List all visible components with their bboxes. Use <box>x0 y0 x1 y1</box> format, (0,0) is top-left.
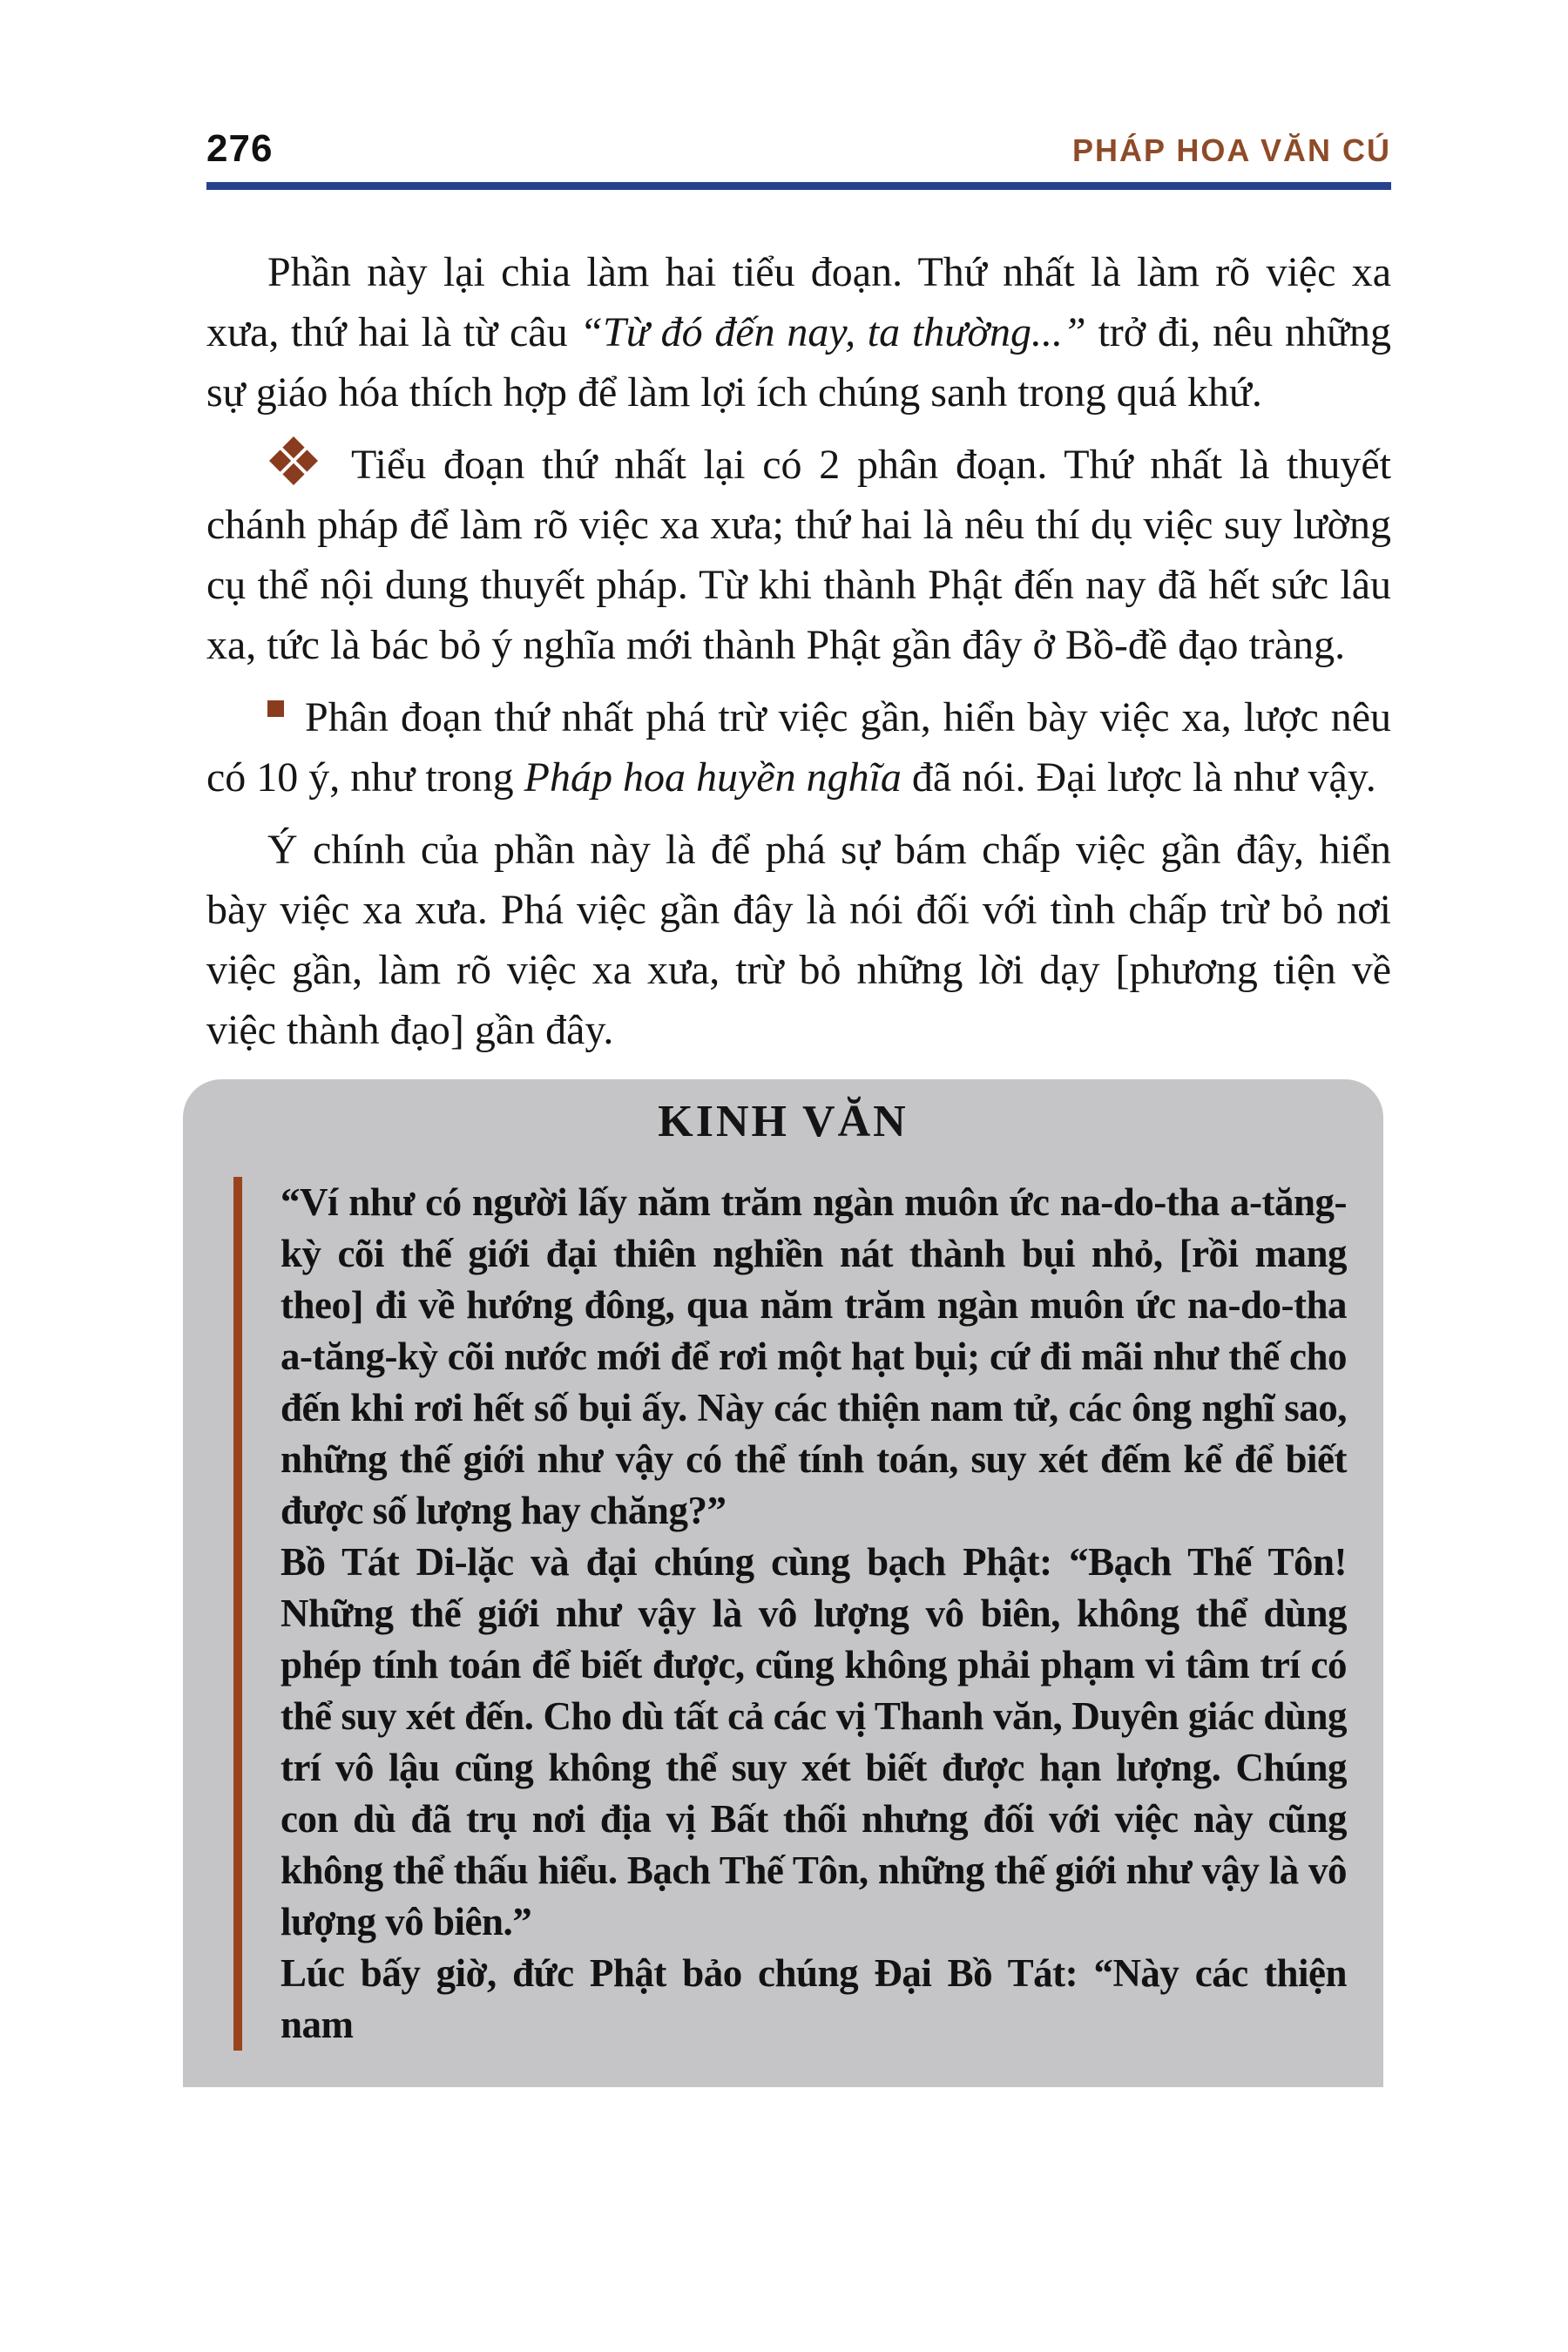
page-content <box>206 0 1391 2087</box>
paragraph-1-post: trở đi, nêu những sự giáo hóa thích hợp để làm lợi ích chúng sanh trong quá khứ. <box>206 309 1391 416</box>
kinh-van-title: KINH VĂN <box>658 1097 909 1146</box>
page-number: 276 <box>206 127 274 170</box>
paragraph-3 <box>206 687 1391 808</box>
quote-text <box>242 1177 1347 2051</box>
running-title: PHÁP HOA VĂN CÚ <box>1071 132 1391 168</box>
kinh-van-quote <box>233 1177 1347 2051</box>
quote-paragraph-3: Lúc bấy giờ, đức Phật bảo chúng Đại Bồ Tát: “Này các thiện nam <box>280 1951 1347 2046</box>
paragraph-3-pre: Phân đoạn thứ nhất phá trừ việc gần, hiển bày việc xa, lược nêu có 10 ý, như trong <box>206 694 1391 801</box>
paragraph-2 <box>206 435 1391 675</box>
kinh-van-box <box>183 1079 1383 2087</box>
square-bullet-icon <box>267 700 284 717</box>
paragraph-1-quote: “Từ đó đến nay, ta thường...” <box>579 309 1086 355</box>
header-rule <box>206 182 1391 190</box>
paragraph-3-title-ref: Pháp hoa huyền nghĩa <box>524 754 902 801</box>
paragraph-4: Ý chính của phần này là để phá sự bám chấp việc gần đây, hiển bày việc xa xưa. Phá việc gần đây là nói đối với tình chấp trừ bỏ nơi việc gần, làm rõ việc xa xưa, trừ bỏ những lời dạy [phương tiện về việc thành đạo] gần đây. <box>206 827 1391 1053</box>
running-header <box>206 0 1391 171</box>
quote-accent-bar <box>233 1177 242 2051</box>
paragraph-1-pre: Phần này lại chia làm hai tiểu đoạn. Thứ nhất là làm rõ việc xa xưa, thứ hai là từ câu <box>206 249 1391 355</box>
quote-paragraph-2: Bồ Tát Di-lặc và đại chúng cùng bạch Phật: “Bạch Thế Tôn! Những thế giới như vậy là vô lượng vô biên, không thể dùng phép tính toán để biết được, cũng không phải phạm vi tâm trí có thể suy xét đến. Cho dù tất cả các vị Thanh văn, Duyên giác dùng trí vô lậu cũng không thể suy xét biết được hạn lượng. Chúng con dù đã trụ nơi địa vị Bất thối nhưng đối với việc này cũng không thể thấu hiểu. Bạch Thế Tôn, những thế giới như vậy là vô lượng vô biên.” <box>280 1540 1347 1943</box>
paragraph-3-post: đã nói. Đại lược là như vậy. <box>901 754 1376 801</box>
quote-paragraph-1: “Ví như có người lấy năm trăm ngàn muôn ức na-do-tha a-tăng-kỳ cõi thế giới đại thiên nghiền nát thành bụi nhỏ, [rồi mang theo] đi về hướng đông, qua năm trăm ngàn muôn ức na-do-tha a-tăng-kỳ cõi nước mới để rơi một hạt bụi; cứ đi mãi như thế cho đến khi rơi hết số bụi ấy. Này các thiện nam tử, các ông nghĩ sao, những thế giới như vậy có thể tính toán, suy xét đếm kể để biết được số lượng hay chăng?” <box>280 1180 1347 1532</box>
paragraph-2-text: Tiểu đoạn thứ nhất lại có 2 phân đoạn. Thứ nhất là thuyết chánh pháp để làm rõ việc xa xưa; thứ hai là nêu thí dụ việc suy lường cụ thể nội dung thuyết pháp. Từ khi thành Phật đến nay đã hết sức lâu xa, tức là bác bỏ ý nghĩa mới thành Phật gần đây ở Bồ-đề đạo tràng. <box>206 442 1391 668</box>
paragraph-1 <box>206 242 1391 422</box>
diamond-bullet-icon <box>269 436 318 485</box>
